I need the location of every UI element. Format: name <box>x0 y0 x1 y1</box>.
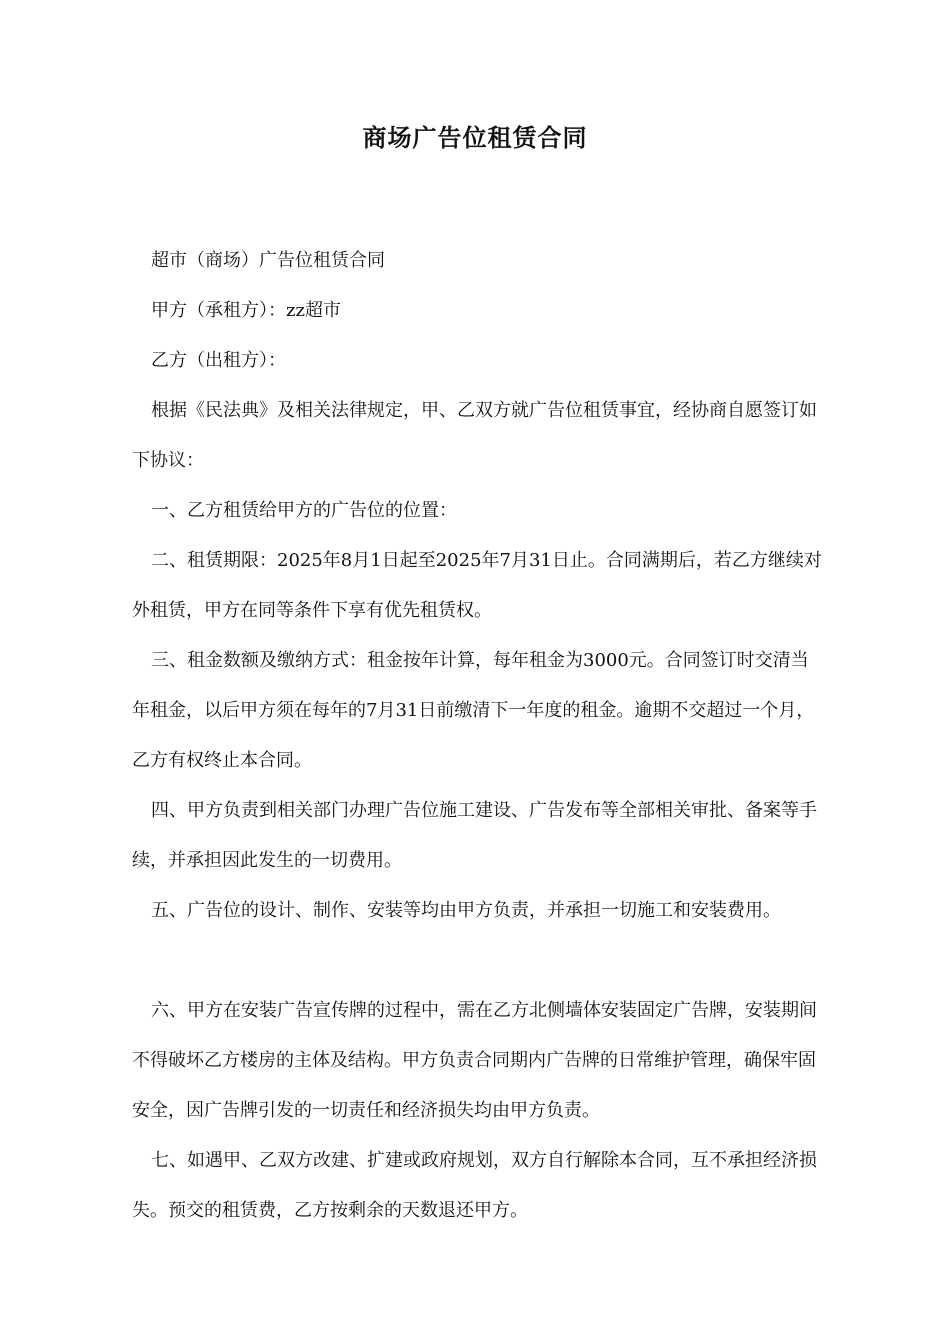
clause-6: 六、甲方在安装广告宣传牌的过程中，需在乙方北侧墙体安装固定广告牌，安装期间不得破坏乙方楼房的主体及结构。甲方负责合同期内广告牌的日常维护管理，确保牢固安全，因广告牌引发的一切责任和经济损失均由甲方负责。 <box>132 1000 817 1121</box>
document-body <box>132 236 822 1236</box>
clause-5: 五、广告位的设计、制作、安装等均由甲方负责，并承担一切施工和安装费用。 <box>151 900 781 921</box>
paragraph-gap <box>132 936 822 986</box>
paragraph-party-a: 甲方（承租方）：zz超市 <box>151 300 341 321</box>
paragraph-party-b: 乙方（出租方）： <box>151 350 286 371</box>
clause-3: 三、租金数额及缴纳方式：租金按年计算，每年租金为3000元。合同签订时交清当年租金，以后甲方须在每年的7月31日前缴清下一年度的租金。逾期不交超过一个月，乙方有权终止本合同。 <box>132 650 815 771</box>
clause-2: 二、租赁期限：2025年8月1日起至2025年7月31日止。合同满期后，若乙方继续对外租赁，甲方在同等条件下享有优先租赁权。 <box>132 550 822 621</box>
document-title: 商场广告位租赁合同 <box>362 124 588 152</box>
clause-4: 四、甲方负责到相关部门办理广告位施工建设、广告发布等全部相关审批、备案等手续，并承担因此发生的一切费用。 <box>132 800 817 871</box>
paragraph-preamble: 根据《民法典》及相关法律规定，甲、乙双方就广告位租赁事宜，经协商自愿签订如下协议： <box>132 400 817 471</box>
clause-7: 七、如遇甲、乙双方改建、扩建或政府规划，双方自行解除本合同，互不承担经济损失。预交的租赁费，乙方按剩余的天数退还甲方。 <box>132 1150 817 1221</box>
paragraph-subtitle: 超市（商场）广告位租赁合同 <box>151 250 385 271</box>
clause-1: 一、乙方租赁给甲方的广告位的位置： <box>151 500 457 521</box>
